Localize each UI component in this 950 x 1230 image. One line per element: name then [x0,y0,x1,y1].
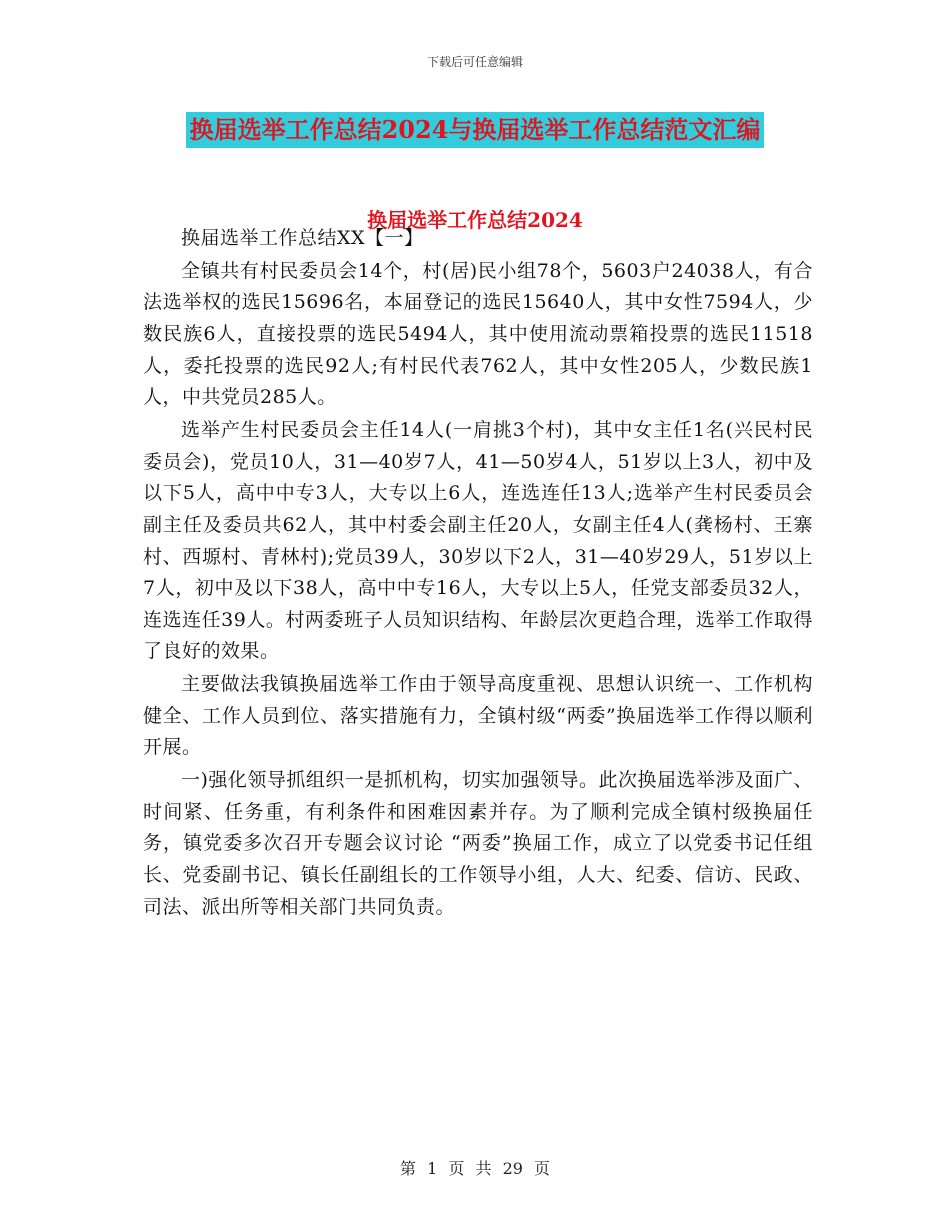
total-page-count: 29 [502,1159,523,1178]
footer-page-word: 页 [448,1159,465,1178]
main-title-container [0,112,950,148]
section-title: 换届选举工作总结2024 [367,208,583,232]
main-title: 换届选举工作总结2024与换届选举工作总结范文汇编 [186,112,765,148]
page-footer [0,1156,950,1179]
document-body [143,223,813,925]
paragraph: 一)强化领导抓组织一是抓机构，切实加强领导。此次换届选举涉及面广、时间紧、任务重，有利条件和困难因素并存。为了顺利完成全镇村级换届任务，镇党委多次召开专题会议讨论 “两委”换届工作，成立了以党委书记任组长、党委副书记、镇长任副组长的工作领导小组，人大、纪委、信访、民政、司法、派出所等相关部门共同负责。 [143,769,813,918]
footer-total-prefix: 共 [475,1159,492,1178]
paragraph: 主要做法我镇换届选举工作由于领导高度重视、思想认识统一、工作机构健全、工作人员到位、落实措施有力，全镇村级“两委”换届选举工作得以顺利开展。 [143,673,813,759]
paragraph-subheading: 换届选举工作总结XX【一】 [181,227,424,249]
paragraph: 选举产生村民委员会主任14人(一肩挑3个村)，其中女主任1名(兴民村民委员会)，党员10人，31—40岁7人，41—50岁4人，51岁以上3人，初中及以下5人，高中中专3人，大专以上6人，连选连任13人;选举产生村民委员会副主任及委员共62人，其中村委会副主任20人，女副主任4人(龚杨村、王寨村、西塬村、青林村);党员39人，30岁以下2人，31—40岁29人，51岁以上7人，初中及以下38人，高中中专16人，大专以上5人，任党支部委员32人，连选连任39人。村两委班子人员知识结构、年龄层次更趋合理，选举工作取得了良好的效果。 [143,419,813,663]
footer-prefix: 第 [399,1159,416,1178]
paragraph: 全镇共有村民委员会14个，村(居)民小组78个，5603户24038人，有合法选举权的选民15696名，本届登记的选民15640人，其中女性7594人，少数民族6人，直接投票的选民5494人，其中使用流动票箱投票的选民11518人，委托投票的选民92人;有村民代表762人，其中女性205人，少数民族1人，中共党员285人。 [143,259,813,409]
header-note: 下载后可任意编辑 [426,55,523,69]
footer-suffix: 页 [534,1159,551,1178]
current-page-number: 1 [427,1159,438,1178]
